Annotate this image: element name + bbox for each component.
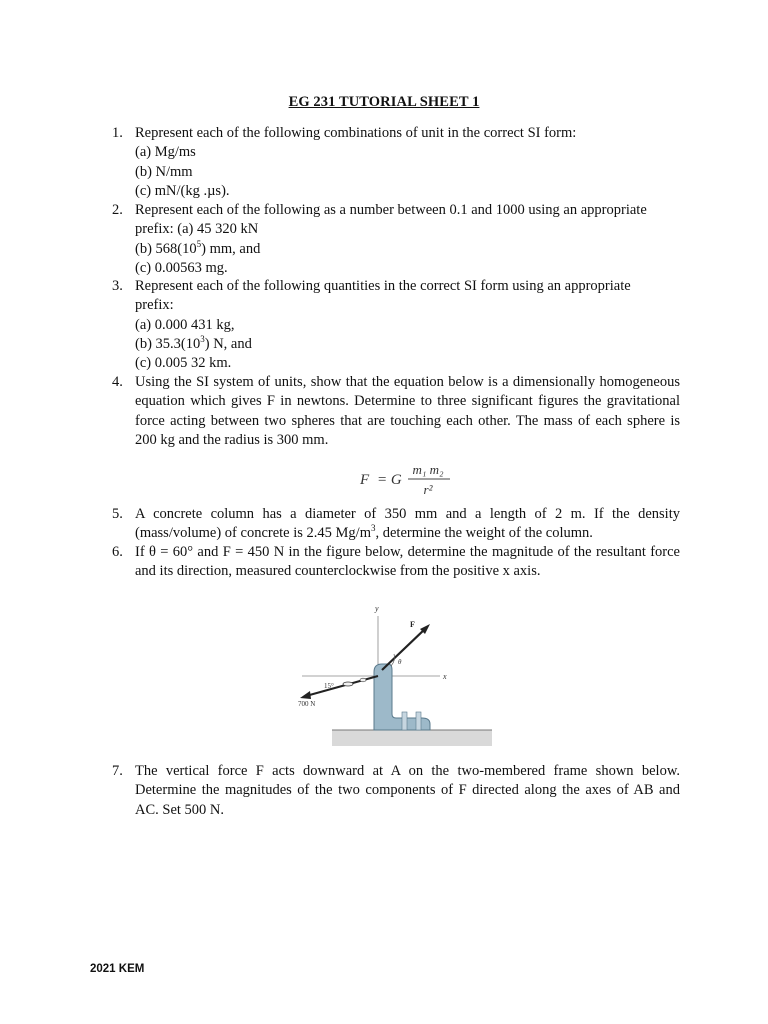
question-7: [112, 762, 680, 820]
formula-equals-g: = G: [377, 472, 402, 488]
formula-graphic: [350, 458, 470, 498]
page-title: EG 231 TUTORIAL SHEET 1: [288, 94, 480, 110]
part-text: (b) 568(10: [135, 240, 197, 257]
question-part-a: (a) Mg/ms: [135, 144, 196, 161]
question-text: Determine the magnitudes of the two components of F directed along the axes of AB and: [135, 782, 680, 799]
bolt: [416, 712, 421, 730]
y-axis-label: y: [375, 604, 379, 613]
load-700n-label: 700 N: [298, 700, 316, 708]
question-part-c: (c) mN/(kg .µs).: [135, 182, 230, 199]
cable-700n: [306, 676, 378, 696]
turnbuckle: [343, 682, 353, 686]
exponent: 5: [196, 238, 202, 249]
question-text: and its direction, measured counterclockwise from the positive x axis.: [135, 563, 541, 580]
ground: [332, 730, 492, 746]
formula-lhs: F: [360, 472, 370, 488]
text-part: (mass/volume) of concrete is 2.45 Mg/m: [135, 525, 371, 542]
gravitation-formula: [350, 458, 470, 498]
question-part-b: [135, 335, 680, 354]
text-part: , determine the weight of the column.: [375, 525, 593, 542]
question-text: 200 kg and the radius is 300 mm.: [135, 431, 329, 448]
question-text: Represent each of the following as a number between 0.1 and 1000 using an appropriate: [135, 202, 647, 218]
turnbuckle: [360, 678, 366, 682]
part-text: ) N, and: [204, 335, 252, 352]
question-part-b: [135, 240, 680, 259]
force-diagram: [292, 602, 502, 750]
bolt: [402, 712, 407, 730]
question-text: force acting between two spheres that are touching each other. The mass of each sphere is: [135, 412, 680, 429]
question-text: AC. Set 500 N.: [135, 801, 225, 818]
force-diagram-graphic: [292, 602, 502, 750]
question-text: Represent each of the following combinations of unit in the correct SI form:: [135, 125, 577, 141]
question-1: [112, 124, 680, 201]
part-text: ) mm, and: [201, 240, 261, 257]
question-text: [135, 524, 680, 543]
question-5: [112, 505, 680, 544]
question-text: The vertical force F acts downward at A on the two-membered frame shown below.: [135, 763, 680, 779]
question-number: 1.: [112, 125, 123, 141]
theta-label: θ: [398, 658, 402, 666]
question-part-b: (b) N/mm: [135, 163, 193, 180]
question-text: If θ = 60° and F = 450 N in the figure below, determine the magnitude of the resultant force: [135, 544, 680, 560]
x-axis-label: x: [443, 672, 447, 681]
exponent: 3: [200, 334, 205, 345]
question-part-a: prefix: (a) 45 320 kN: [135, 221, 259, 238]
footer-text: 2021 KEM: [90, 963, 145, 975]
formula-denominator: r²: [423, 482, 433, 497]
question-3: [112, 277, 680, 373]
force-f-label: F: [410, 620, 415, 629]
question-number: 2.: [112, 202, 123, 218]
question-number: 6.: [112, 544, 123, 560]
question-part-c: (c) 0.00563 mg.: [135, 259, 228, 276]
question-text: A concrete column has a diameter of 350 mm and a length of 2 m. If the density: [135, 506, 680, 522]
question-text: Represent each of the following quantities in the correct SI form using an appropriate: [135, 278, 631, 294]
question-text: Using the SI system of units, show that the equation below is a dimensionally homogeneous: [135, 374, 680, 390]
question-4: [112, 373, 680, 450]
arrowhead-700n: [300, 691, 311, 699]
part-text: (b) 35.3(10: [135, 335, 201, 352]
question-text: prefix:: [135, 297, 174, 314]
exponent: 3: [370, 523, 376, 534]
question-part-c: (c) 0.005 32 km.: [135, 355, 232, 372]
question-text: equation which gives F in newtons. Determine to three significant figures the gravitational: [135, 393, 680, 410]
question-number: 5.: [112, 506, 123, 522]
formula-numerator: m₁ m₂: [412, 462, 444, 477]
question-number: 7.: [112, 763, 123, 779]
question-number: 4.: [112, 374, 123, 390]
question-number: 3.: [112, 278, 123, 294]
question-2: [112, 201, 680, 278]
question-part-a: (a) 0.000 431 kg,: [135, 316, 235, 333]
question-6: [112, 543, 680, 582]
angle-15-label: 15°: [324, 682, 334, 690]
cable-f: [382, 628, 426, 670]
